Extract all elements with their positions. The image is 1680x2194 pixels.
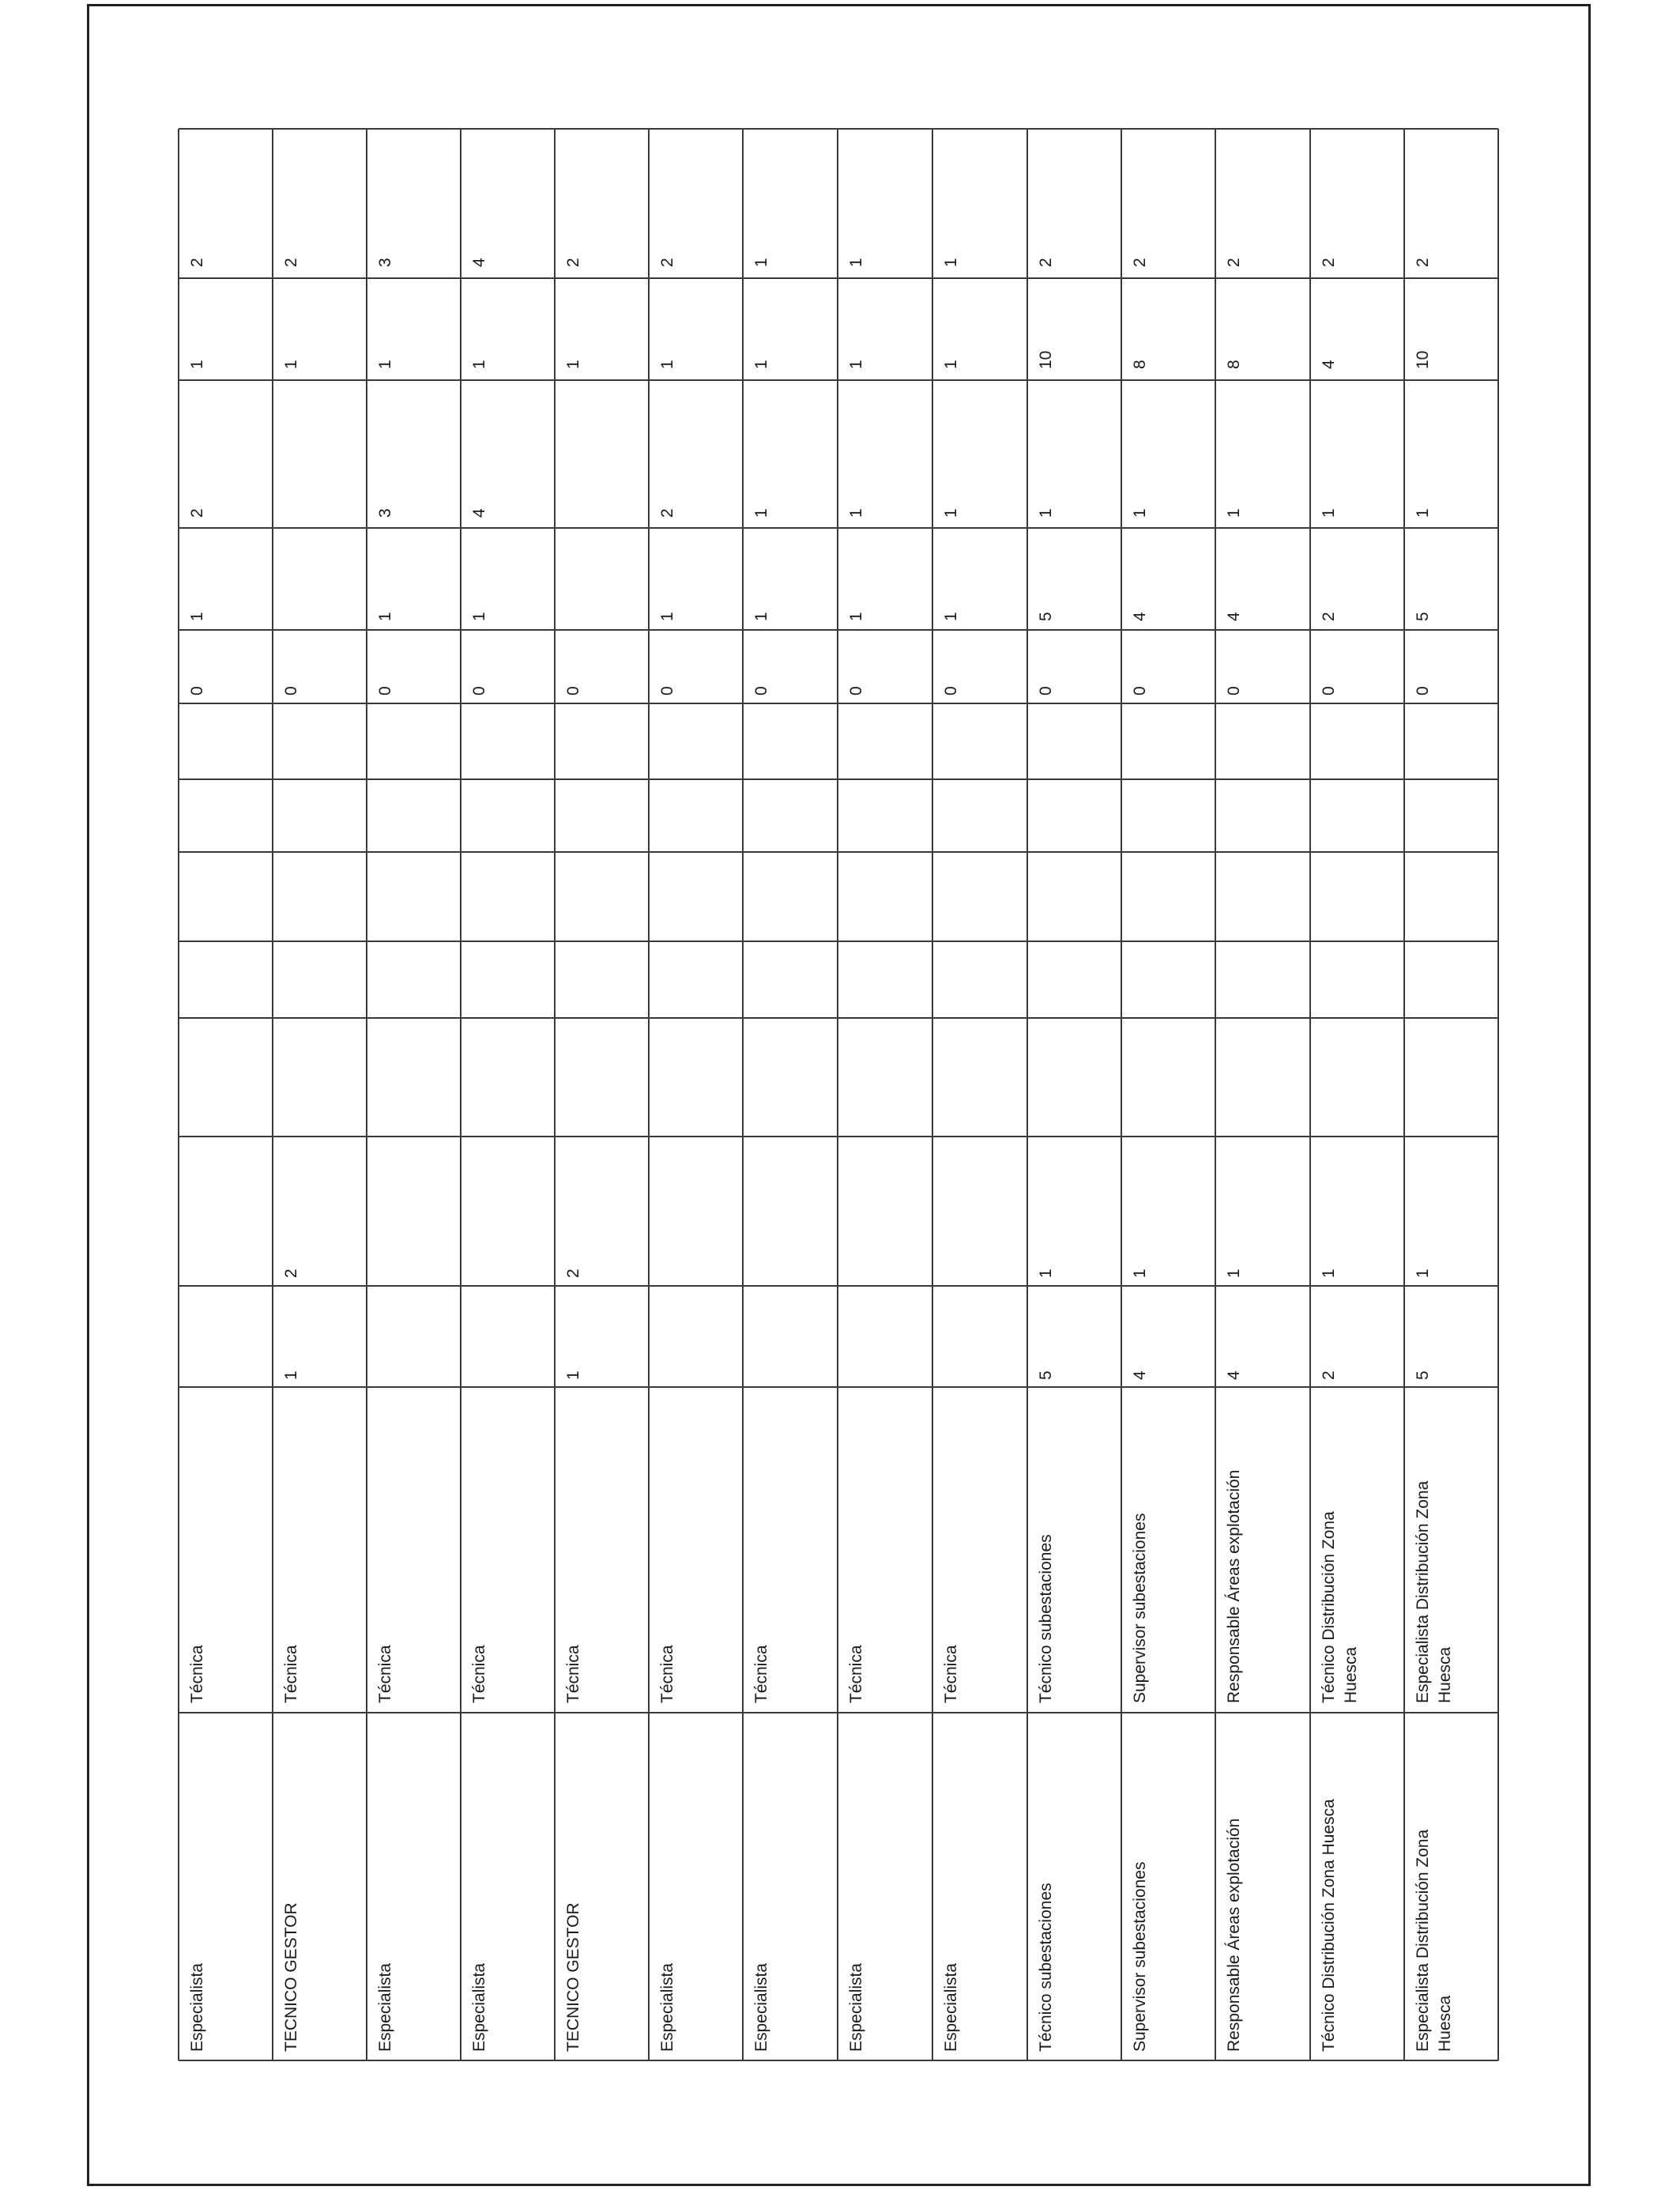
cell-nivel: Especialista (658, 1962, 676, 2052)
cell-value: 2 (1320, 612, 1338, 621)
cell-value: 3 (376, 258, 394, 267)
cell-value: 1 (752, 258, 770, 267)
cell-value: 4 (1225, 612, 1243, 621)
cell-area: Responsable Áreas explotación (1225, 1469, 1243, 1703)
cell-nivel: Técnico subestaciones (1037, 1883, 1055, 2052)
cell-value: 2 (658, 258, 676, 267)
cell-value: 1 (942, 360, 960, 369)
cell-value: 0 (470, 686, 488, 696)
cell-value: 1 (1414, 1269, 1432, 1278)
cell-area: Técnica (564, 1645, 582, 1703)
cell-value: 1 (752, 360, 770, 369)
cell-value: 1 (658, 360, 676, 369)
cell-value: 1 (470, 612, 488, 621)
cell-value: 5 (1037, 612, 1055, 621)
cell-nivel: Especialista (752, 1962, 770, 2052)
cell-area: Técnica (658, 1645, 676, 1703)
cell-value: 2 (282, 1269, 300, 1278)
cell-value: 1 (1225, 1269, 1243, 1278)
cell-area: Especialista Distribución Zona (1414, 1480, 1432, 1703)
cell-nivel: Especialista (847, 1962, 865, 2052)
table-grid (179, 129, 1498, 2060)
cell-value: 1 (564, 360, 582, 369)
cell-area: Huesca (1342, 1646, 1360, 1703)
cell-nivel: Especialista (188, 1962, 206, 2052)
cell-area: Supervisor subestaciones (1131, 1513, 1149, 1703)
cell-value: 1 (282, 360, 300, 369)
cell-value: 0 (1414, 686, 1432, 696)
cell-value: 1 (847, 612, 865, 621)
cell-value: 4 (470, 258, 488, 267)
cell-value: 0 (376, 686, 394, 696)
cell-nivel: TECNICO GESTOR (282, 1902, 300, 2052)
cell-area: Técnica (847, 1645, 865, 1703)
cell-area: Técnica (752, 1645, 770, 1703)
cell-value: 0 (658, 686, 676, 696)
cell-value: 1 (752, 612, 770, 621)
cell-value: 0 (1320, 686, 1338, 696)
cell-area: Técnica (376, 1645, 394, 1703)
cell-value: 2 (564, 258, 582, 267)
cell-value: 2 (1225, 258, 1243, 267)
cell-value: 0 (847, 686, 865, 696)
cell-value: 2 (658, 508, 676, 518)
cell-value: 1 (376, 360, 394, 369)
cell-value: 8 (1131, 360, 1149, 369)
cell-nivel: Especialista (470, 1962, 488, 2052)
cell-nivel: Huesca (1436, 1995, 1454, 2052)
cell-value: 2 (564, 1269, 582, 1278)
cell-value: 1 (376, 612, 394, 621)
cell-value: 2 (1131, 258, 1149, 267)
cell-value: 1 (752, 508, 770, 518)
cell-value: 0 (564, 686, 582, 696)
cell-value: 5 (1414, 612, 1432, 621)
cell-value: 1 (1414, 508, 1432, 518)
cell-value: 4 (1131, 612, 1149, 621)
cell-value: 1 (470, 360, 488, 369)
cell-value: 1 (188, 612, 206, 621)
cell-value: 2 (1037, 258, 1055, 267)
cell-area: Técnica (188, 1645, 206, 1703)
cell-value: 1 (1037, 1269, 1055, 1278)
cell-value: 1 (942, 508, 960, 518)
cell-value: 1 (847, 508, 865, 518)
cell-value: 2 (1320, 1370, 1338, 1380)
cell-value: 1 (188, 360, 206, 369)
cell-nivel: Especialista (376, 1962, 394, 2052)
cell-value: 1 (847, 360, 865, 369)
cell-value: 1 (847, 258, 865, 267)
cell-value: 2 (1414, 258, 1432, 267)
cell-value: 4 (1320, 360, 1338, 369)
cell-value: 1 (1320, 508, 1338, 518)
cell-nivel: Supervisor subestaciones (1131, 1861, 1149, 2052)
cell-value: 0 (282, 686, 300, 696)
cell-value: 1 (1037, 508, 1055, 518)
cell-value: 0 (188, 686, 206, 696)
cell-value: 0 (1131, 686, 1149, 696)
cell-area: Técnica (470, 1645, 488, 1703)
cell-value: 3 (376, 508, 394, 518)
cell-area: Técnico subestaciones (1037, 1534, 1055, 1703)
cell-value: 1 (1131, 508, 1149, 518)
cell-area: Técnica (942, 1645, 960, 1703)
cell-value: 2 (188, 258, 206, 267)
cell-value: 1 (658, 612, 676, 621)
cell-value: 0 (1225, 686, 1243, 696)
cell-value: 10 (1414, 350, 1432, 369)
cell-area: Técnico Distribución Zona (1320, 1511, 1338, 1703)
cell-value: 1 (1131, 1269, 1149, 1278)
cell-value: 1 (942, 258, 960, 267)
cell-value: 1 (1225, 508, 1243, 518)
cell-nivel: Especialista Distribución Zona (1414, 1829, 1432, 2052)
cell-value: 0 (1037, 686, 1055, 696)
cell-value: 0 (752, 686, 770, 696)
cell-value: 1 (282, 1370, 300, 1380)
cell-value: 2 (188, 508, 206, 518)
cell-value: 2 (282, 258, 300, 267)
cell-value: 0 (942, 686, 960, 696)
cell-value: 4 (1131, 1370, 1149, 1380)
cell-value: 2 (1320, 258, 1338, 267)
cell-value: 1 (1320, 1269, 1338, 1278)
cell-nivel: Especialista (942, 1962, 960, 2052)
cell-value: 4 (470, 508, 488, 518)
cell-area: Técnica (282, 1645, 300, 1703)
cell-value: 5 (1414, 1370, 1432, 1380)
cell-value: 10 (1037, 350, 1055, 369)
table-cells (188, 258, 1454, 2052)
cell-nivel: Técnico Distribución Zona Huesca (1320, 1799, 1338, 2052)
cell-nivel: TECNICO GESTOR (564, 1902, 582, 2052)
cell-nivel: Responsable Áreas explotación (1225, 1818, 1243, 2052)
cell-value: 4 (1225, 1370, 1243, 1380)
cell-value: 1 (942, 612, 960, 621)
cell-value: 8 (1225, 360, 1243, 369)
cell-value: 1 (564, 1370, 582, 1380)
cell-value: 5 (1037, 1370, 1055, 1380)
cell-area: Huesca (1436, 1646, 1454, 1703)
